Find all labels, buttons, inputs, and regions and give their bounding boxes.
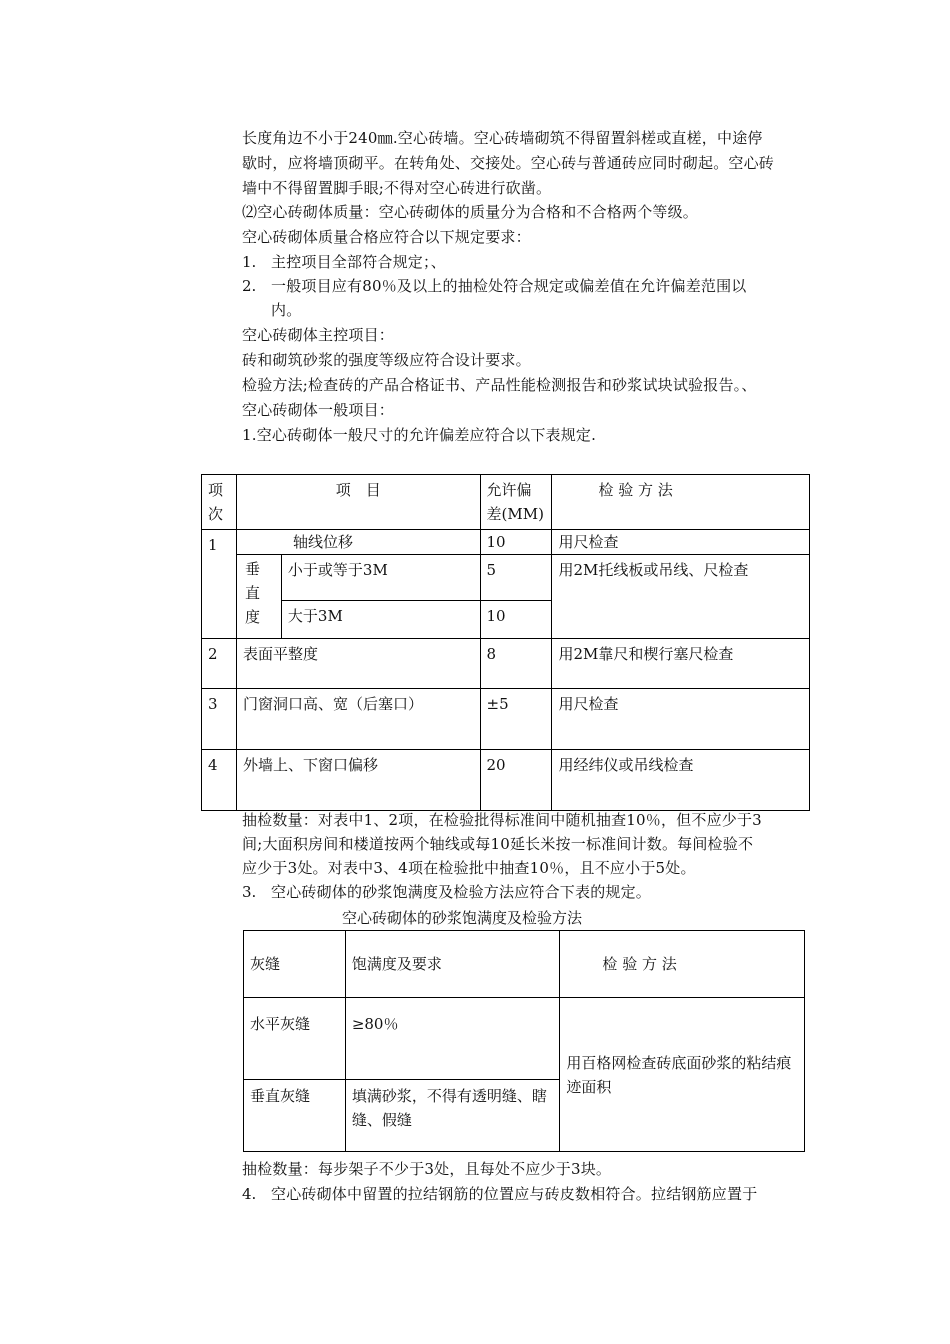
row-tolerance: 8 [480,639,552,689]
row-subitem: 大于3M [281,601,480,639]
header-no: 项次 [202,475,237,530]
row-no: 3 [202,689,237,750]
header-item: 项 目 [236,475,480,530]
general-heading: 空心砖砌体一般项目： [242,401,395,419]
row-tolerance: 20 [480,750,552,811]
header-method: 检 验 方 法 [552,475,810,530]
row-item: 轴线位移 [236,530,480,555]
row-subitem: 小于或等于3M [281,555,480,601]
list-item-continued: 内。 [271,301,302,319]
row-requirement: 填满砂浆，不得有透明缝、瞎缝、假缝 [345,1080,560,1152]
row-method: 用2M靠尺和楔行塞尺检查 [552,639,810,689]
list-item: 主控项目全部符合规定；、 [271,253,446,271]
general-item: 1.空心砖砌体一般尺寸的允许偏差应符合以下表规定. [242,426,597,444]
header-method: 检 验 方 法 [560,931,805,998]
sampling-line: 间;大面积房间和楼道按两个轴线或每10延长米按一标准间计数。每间检验不 [242,835,754,853]
quality-heading: ⑵空心砖砌体质量：空心砖砌体的质量分为合格和不合格两个等级。 [242,203,699,221]
list-item: 一般项目应有80％及以上的抽检处符合规定或偏差值在允许偏差范围以 [271,277,747,295]
paragraph-line: 歇时，应将墙顶砌平。在转角处、交接处。空心砖与普通砖应同时砌起。空心砖 [242,154,775,172]
main-control-heading: 空心砖砌体主控项目： [242,326,395,344]
row-item: 外墙上、下窗口偏移 [236,750,480,811]
list-number: 3. [242,883,257,901]
quality-intro: 空心砖砌体质量合格应符合以下规定要求： [242,228,531,246]
table-caption: 空心砖砌体的砂浆饱满度及检验方法 [342,909,583,927]
row-method: 用经纬仪或吊线检查 [552,750,810,811]
paragraph-line: 长度角边不小于240㎜.空心砖墙。空心砖墙砌筑不得留置斜槎或直槎，中途停 [242,129,763,147]
row-no: 2 [202,639,237,689]
row-method: 用2M托线板或吊线、尺检查 [552,555,810,639]
row-tolerance: 10 [480,530,552,555]
sampling-line: 抽检数量：对表中1、2项，在检验批得标准间中随机抽查10％，但不应少于3 [242,811,762,829]
row-tolerance: 5 [480,555,552,601]
main-control-text: 砖和砌筑砂浆的强度等级应符合设计要求。 [242,351,531,369]
header-requirement: 饱满度及要求 [345,931,560,998]
row-joint: 水平灰缝 [244,998,346,1080]
mortar-table [243,930,805,1152]
row-no: 4 [202,750,237,811]
list-number: 4. [242,1185,257,1203]
header-joint: 灰缝 [244,931,346,998]
sampling-line: 抽检数量：每步架子不少于3处，且每处不应少于3块。 [242,1160,612,1178]
row-method: 用尺检查 [552,530,810,555]
sampling-line: 应少于3处。对表中3、4项在检验批中抽查10％，且不应小于5处。 [242,859,696,877]
paragraph-line: 墙中不得留置脚手眼;不得对空心砖进行砍凿。 [242,179,552,197]
row-tolerance: 10 [480,601,552,639]
inspection-method: 检验方法;检查砖的产品合格证书、产品性能检测报告和砂浆试块试验报告。、 [242,376,757,394]
list-number: 1. [242,253,257,271]
row-item: 门窗洞口高、宽（后塞口） [236,689,480,750]
row-requirement: ≥80％ [345,998,560,1080]
row-tolerance: ±5 [480,689,552,750]
row-no: 1 [202,530,237,639]
row-method: 用百格网检查砖底面砂浆的粘结痕迹面积 [560,998,805,1152]
row-item: 表面平整度 [236,639,480,689]
tolerance-table [201,474,810,811]
list-item: 空心砖砌体的砂浆饱满度及检验方法应符合下表的规定。 [271,883,652,901]
header-tolerance: 允许偏差(MM) [480,475,552,530]
list-item: 空心砖砌体中留置的拉结钢筋的位置应与砖皮数相符合。拉结钢筋应置于 [271,1185,758,1203]
row-joint: 垂直灰缝 [244,1080,346,1152]
row-group-label: 垂直度 [236,555,281,639]
list-number: 2. [242,277,257,295]
row-method: 用尺检查 [552,689,810,750]
